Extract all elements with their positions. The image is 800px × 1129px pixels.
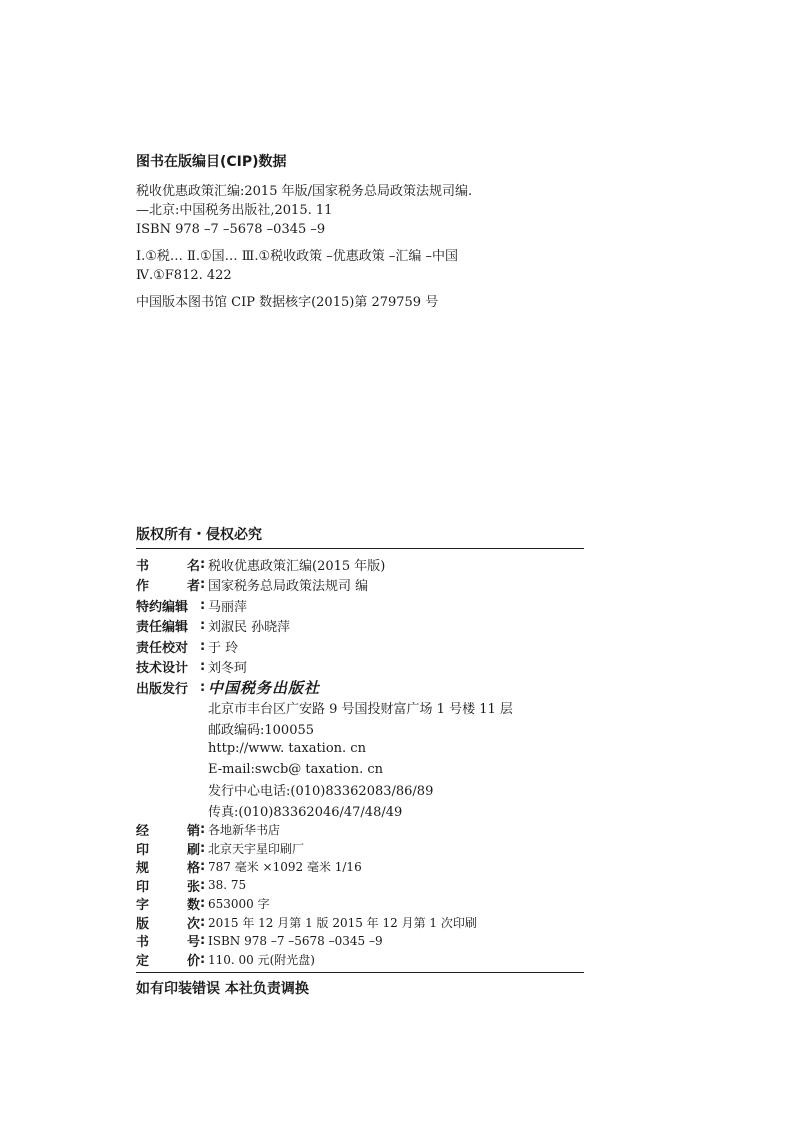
publisher-logo: 中国税务出版社 <box>208 678 321 697</box>
detail-row-printer: 印 刷 : 北京天宇星印刷厂 <box>136 840 305 858</box>
field-label <box>136 555 200 574</box>
field-label: 责任编辑 <box>136 620 189 636</box>
label-char: 者 <box>186 579 200 595</box>
field-label: 出版发行 <box>136 681 189 697</box>
publisher-postcode: 邮政编码:100055 <box>208 722 315 738</box>
detail-label: 印 刷 <box>136 842 200 858</box>
detail-value: 787 毫米 ×1092 毫米 1/16 <box>208 860 362 875</box>
detail-value: 2015 年 12 月第 1 版 2015 年 12 月第 1 次印刷 <box>208 915 477 930</box>
cip-title-line: 税收优惠政策汇编:2015 年版/国家税务总局政策法规司编. <box>136 184 473 199</box>
footer-note: 如有印装错误 本社负责调换 <box>136 980 309 997</box>
field-label <box>136 575 200 594</box>
field-value: 国家税务总局政策法规司 编 <box>208 579 369 595</box>
detail-label: 版 次 <box>136 916 200 932</box>
copyright-block <box>136 526 586 999</box>
field-label: 技术设计 <box>136 661 189 677</box>
cip-classification-line: Ⅰ.①税… Ⅱ.①国… Ⅲ.①税收政策 –优惠政策 –汇编 –中国 <box>136 249 459 264</box>
detail-row-word-count: 字 数 : 653000 字 <box>136 896 270 914</box>
detail-row-distributor: 经 销 : 各地新华书店 <box>136 822 281 840</box>
field-label: 责任校对 <box>136 640 189 656</box>
cip-class-number-line: Ⅳ.①F812. 422 <box>136 268 232 283</box>
field-row-technical-design: 技术设计 : 刘冬珂 <box>136 659 248 677</box>
detail-value: 各地新华书店 <box>208 823 281 838</box>
detail-row-sheets: 印 张 : 38. 75 <box>136 877 247 895</box>
label-char: 书 <box>136 558 150 574</box>
publisher-website: http://www. taxation. cn <box>208 741 366 757</box>
detail-label: 定 价 <box>136 953 200 969</box>
field-value: 税收优惠政策汇编(2015 年版) <box>208 558 386 574</box>
top-rule <box>136 548 584 549</box>
detail-label: 经 销 <box>136 824 200 840</box>
bottom-rule <box>136 972 584 973</box>
cip-record-number: 中国版本图书馆 CIP 数据核字(2015)第 279759 号 <box>136 295 439 310</box>
field-row-responsible-editor: 责任编辑 : 刘淑民 孙晓萍 <box>136 618 291 636</box>
publisher-fax: 传真:(010)83362046/47/48/49 <box>208 804 403 820</box>
field-row-proofreader: 责任校对 : 于 玲 <box>136 638 239 656</box>
cip-publisher-line: —北京:中国税务出版社,2015. 11 <box>136 203 333 218</box>
field-value: 马丽萍 <box>208 599 248 615</box>
cip-isbn-line: ISBN 978 –7 –5678 –0345 –9 <box>136 222 326 237</box>
detail-value: ISBN 978 –7 –5678 –0345 –9 <box>208 933 383 948</box>
detail-row-price: 定 价 : 110. 00 元(附光盘) <box>136 951 315 969</box>
publisher-address: 北京市丰台区广安路 9 号国投财富广场 1 号楼 11 层 <box>208 702 513 718</box>
detail-label: 印 张 <box>136 879 200 895</box>
detail-value: 38. 75 <box>208 878 247 893</box>
detail-label: 规 格 <box>136 861 200 877</box>
field-value: 刘淑民 孙晓萍 <box>208 620 291 636</box>
label-char: 名 <box>186 558 200 574</box>
publisher-phone: 发行中心电话:(010)83362083/86/89 <box>208 784 434 800</box>
detail-row-format: 规 格 : 787 毫米 ×1092 毫米 1/16 <box>136 859 362 877</box>
field-row-author: 作 者 : 国家税务总局政策法规司 编 <box>136 577 369 595</box>
detail-label: 字 数 <box>136 898 200 914</box>
cip-title: 图书在版编目(CIP)数据 <box>136 154 287 170</box>
publisher-email: E-mail:swcb@ taxation. cn <box>208 761 383 777</box>
detail-value: 653000 字 <box>208 897 270 912</box>
field-row-publisher: 出版发行 : 中国税务出版社 <box>136 678 321 697</box>
detail-label: 书 号 <box>136 935 200 951</box>
detail-value: 110. 00 元(附光盘) <box>208 952 315 967</box>
label-char: 作 <box>136 579 150 595</box>
field-value: 刘冬珂 <box>208 661 248 677</box>
field-row-title: 书 名 : 税收优惠政策汇编(2015 年版) <box>136 556 386 574</box>
detail-row-isbn: 书 号 : ISBN 978 –7 –5678 –0345 –9 <box>136 933 383 951</box>
detail-row-edition: 版 次 : 2015 年 12 月第 1 版 2015 年 12 月第 1 次印刷 <box>136 914 477 932</box>
field-row-special-editor: 特约编辑 : 马丽萍 <box>136 597 248 615</box>
field-value: 于 玲 <box>208 640 239 656</box>
field-label: 特约编辑 <box>136 599 189 615</box>
cip-block <box>136 152 596 312</box>
copyright-heading: 版权所有・侵权必究 <box>136 527 262 543</box>
detail-value: 北京天宇星印刷厂 <box>208 841 305 856</box>
